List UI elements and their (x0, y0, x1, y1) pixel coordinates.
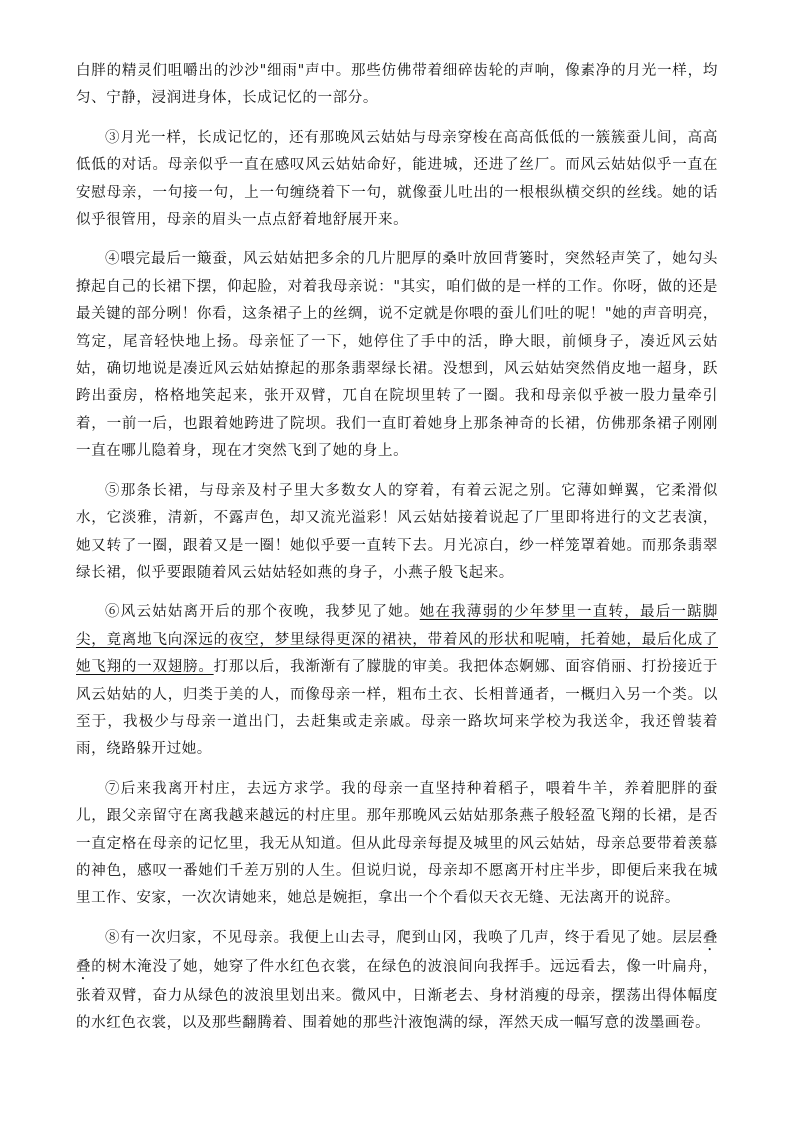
paragraph-6 (76, 599, 718, 763)
paragraph-8-opening: ⑧有一次归家，不见母亲。我便上山去寻，爬到山冈，我唤了几声，终于看见了她。层层 (105, 929, 703, 946)
paragraph-4: ④喂完最后一簸蚕，风云姑姑把多余的几片肥厚的桑叶放回背篓时，突然轻声笑了，她勾头撩起自己的长裙下摆，仰起脸，对着我母亲说："其实，咱们做的是一样的工作。你呀，做的还是最关键的部分咧！你看，这条裙子上的丝绸，说不定就是你喂的蚕儿们吐的呢！"她的声音明亮，笃定，尾音轻快地上扬。母亲怔了一下，她停住了手中的活，睁大眼，前倾身子，凑近风云姑姑，确切地说是凑近风云姑姑撩起的那条翡翠绿长裙。没想到，风云姑姑突然俏皮地一超身，跃跨出蚕房，格格地笑起来，张开双臂，兀自在院坝里转了一圈。我和母亲似乎被一股力量牵引着，一前一后，也跟着她跨进了院坝。我们一直盯着她身上那条神奇的长裙，仿佛那条裙子刚刚一直在哪儿隐着身，现在才突然飞到了她的身上。 (76, 251, 718, 460)
paragraph-5: ⑤那条长裙，与母亲及村子里大多数女人的穿着，有着云泥之别。它薄如蝉翼，它柔滑似水，它淡雅，清新，不露声色，却又流光溢彩！风云姑姑接着说起了厂里即将进行的文艺表演，她又转了一圈，跟着又是一圈！她似乎要一直转下去。月光凉白，纱一样笼罩着她。而那条翡翠绿长裙，似乎要跟随着风云姑姑轻如燕的身子，小燕子般飞起来。 (76, 482, 718, 581)
paragraph-8-remainder: 的树木淹没了她，她穿了件水红色衣裳，在绿色的波浪间向我挥手。远远看去，像一叶扁舟，张着双臂，奋力从绿色的波浪里划出来。微风中，日渐老去、身材消瘦的母亲，摆荡出得体幅度的水红色衣裳，以及那些翻腾着、围着她的那些汁液饱满的绿，浑然天成一幅写意的泼墨画卷。 (76, 958, 718, 1032)
paragraph-6-opening: ⑥风云姑姑离开后的那个夜晚，我梦见了她。 (105, 604, 420, 621)
paragraph-8 (76, 925, 718, 1038)
paragraph-6-remainder: 打那以后，我渐渐有了朦胧的审美。我把体态婀娜、面容俏丽、打扮接近于风云姑姑的人，归类于美的人，而像母亲一样，粗布土衣、长相普通者，一概归入另一个类。以至于，我极少与母亲一道出门，去赶集或走亲戚。母亲一路坎坷来学校为我送伞，我还曾装着雨，绕路躲开过她。 (76, 659, 719, 758)
underlined-sentence: 她在我薄弱的少年梦里一直转，最后一踮脚尖，竟离地飞向深远的夜空，梦里绿得更深的裙袂，带着风的形状和呢喃，托着她，最后化成了她飞翔的一双翅膀。 (76, 604, 718, 676)
paragraph-3: ③月光一样，长成记忆的，还有那晚风云姑姑与母亲穿梭在高高低低的一簇簇蚕儿间，高高低低的对话。母亲似乎一直在感叹风云姑姑命好，能进城，还进了丝厂。而风云姑姑似乎一直在安慰母亲，一句接一句，上一句缠绕着下一句，就像蚕儿吐出的一根根纵横交织的丝线。她的话似乎很管用，母亲的眉头一点点舒着地舒展开来。 (76, 129, 718, 229)
paragraph-7: ⑦后来我离开村庄，去远方求学。我的母亲一直坚持种着稻子，喂着牛羊，养着肥胖的蚕儿，跟父亲留守在离我越来越远的村庄里。那年那晚风云姑姑那条燕子般轻盈飞翔的长裙，是否一直定格在母亲的记忆里，我无从知道。但从此母亲每提及城里的风云姑姑，母亲总要带着羡慕的神色，感叹一番她们千差万别的人生。但说归说，母亲却不愿离开村庄半步，即便后来我在城里工作、安家，一次次请她来，她总是婉拒，拿出一个个看似天衣无缝、无法离开的说辞。 (76, 780, 718, 907)
paragraph-continuation: 白胖的精灵们咀嚼出的沙沙"细雨"声中。那些仿佛带着细碎齿轮的声响，像素净的月光一样，均匀、宁静，浸润进身体，长成记忆的一部分。 (76, 63, 718, 107)
emphasized-word: 叠叠 (76, 929, 718, 975)
